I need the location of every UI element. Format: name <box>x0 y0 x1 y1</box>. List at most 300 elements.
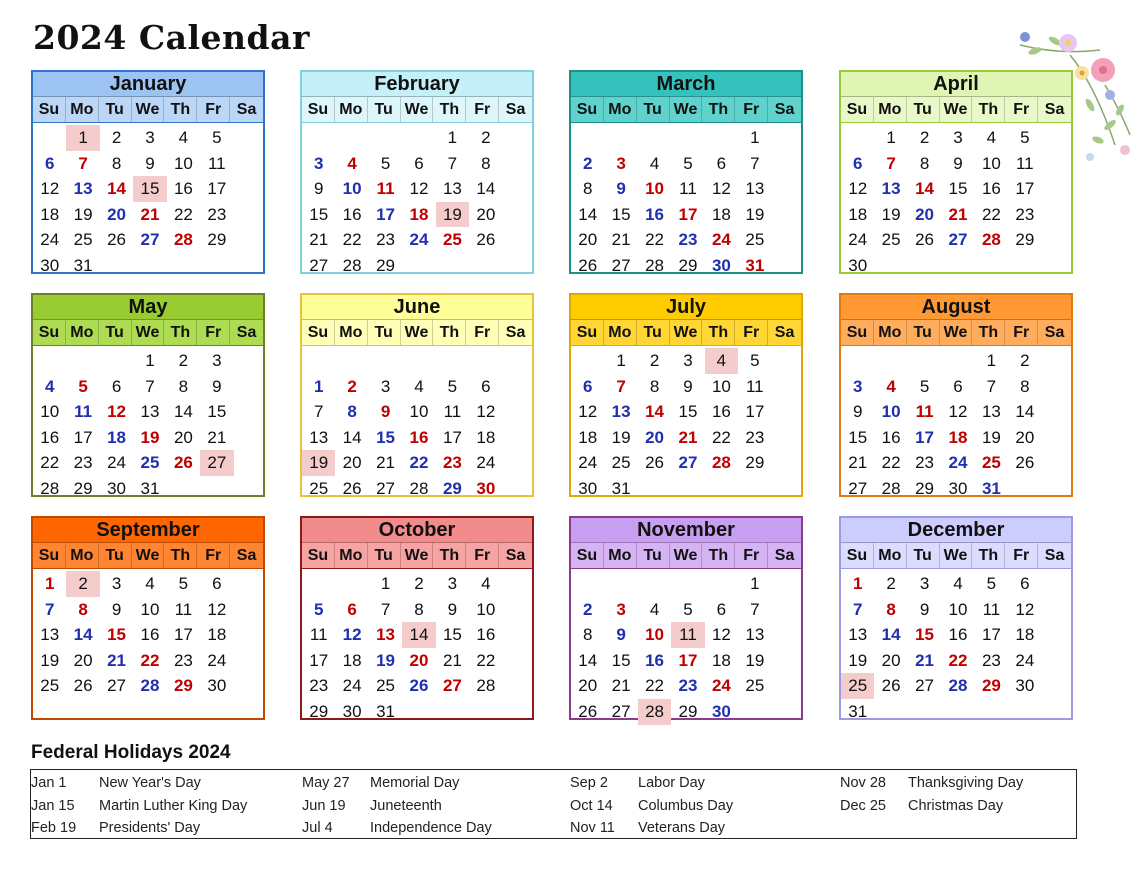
day-cell: 13 <box>745 625 765 645</box>
weekday-label: Th <box>433 97 466 122</box>
day-cell: 1 <box>145 351 155 370</box>
day-cell: 4 <box>481 574 491 593</box>
day-cell: 17 <box>678 650 698 670</box>
day-cell: 22 <box>981 204 1001 224</box>
holiday-date: Jan 1 <box>31 775 67 791</box>
holiday-name: Presidents' Day <box>99 820 201 836</box>
day-cell: 18 <box>578 427 598 447</box>
day-cell: 20 <box>1015 427 1035 447</box>
month-name: September <box>33 518 263 543</box>
day-cell: 13 <box>376 625 396 645</box>
day-cell: 30 <box>1015 676 1035 696</box>
holiday-day-cell: 19 <box>302 450 335 476</box>
day-cell: 5 <box>919 376 930 396</box>
day-cell: 5 <box>750 351 760 370</box>
day-cell: 12 <box>476 402 496 422</box>
day-grid <box>302 569 532 725</box>
day-cell: 14 <box>915 179 935 199</box>
day-cell: 11 <box>309 625 328 645</box>
weekday-label: Fr <box>197 543 230 568</box>
day-grid <box>571 123 801 279</box>
day-cell: 4 <box>44 376 55 396</box>
day-cell: 24 <box>207 650 227 670</box>
day-cell: 18 <box>948 427 968 447</box>
holiday-day-cell: 28 <box>638 699 671 725</box>
day-cell: 11 <box>443 402 462 422</box>
day-cell: 21 <box>107 650 127 670</box>
day-cell: 3 <box>616 153 626 173</box>
empty-cell <box>302 348 335 374</box>
day-cell: 6 <box>1020 574 1030 593</box>
day-cell: 13 <box>611 402 631 422</box>
day-cell: 15 <box>442 625 462 645</box>
day-cell: 2 <box>481 128 491 147</box>
weekday-header <box>302 97 532 123</box>
day-cell: 10 <box>981 153 1001 173</box>
weekday-label: Fr <box>1005 320 1038 345</box>
day-cell: 8 <box>582 625 593 645</box>
day-cell: 21 <box>848 453 868 473</box>
day-cell: 30 <box>848 255 868 275</box>
weekday-label: Fr <box>735 97 768 122</box>
weekday-label: Sa <box>774 324 795 341</box>
day-cell: 29 <box>1015 230 1035 250</box>
day-cell: 9 <box>852 402 863 422</box>
day-cell: 6 <box>716 599 727 619</box>
month-april <box>839 70 1073 274</box>
holiday-date: Oct 14 <box>570 797 613 814</box>
day-cell: 20 <box>915 204 935 224</box>
day-cell: 29 <box>678 255 698 275</box>
day-cell: 15 <box>848 427 868 447</box>
day-cell: 26 <box>409 676 429 696</box>
day-cell: 19 <box>745 204 765 224</box>
day-cell: 3 <box>313 153 324 173</box>
day-cell: 15 <box>376 427 396 447</box>
day-cell: 12 <box>107 402 127 422</box>
day-cell: 4 <box>178 128 189 147</box>
holiday-day-cell: 11 <box>671 622 704 648</box>
day-grid <box>841 346 1071 502</box>
day-cell: 16 <box>948 625 968 645</box>
day-cell: 11 <box>679 179 697 199</box>
day-grid <box>841 123 1071 279</box>
day-cell: 14 <box>881 625 901 645</box>
day-cell: 29 <box>442 478 462 498</box>
empty-cell <box>571 125 604 151</box>
day-cell: 31 <box>981 478 1001 498</box>
day-cell: 30 <box>711 701 731 721</box>
day-cell: 29 <box>678 701 698 721</box>
holiday-row <box>302 795 562 818</box>
day-cell: 6 <box>582 376 593 396</box>
day-cell: 12 <box>409 179 429 199</box>
weekday-label: Sa <box>236 324 257 341</box>
day-cell: 5 <box>78 376 88 396</box>
day-cell: 25 <box>881 230 901 250</box>
weekday-label: Tu <box>99 543 132 568</box>
day-cell: 24 <box>578 453 598 473</box>
day-cell: 6 <box>414 153 424 173</box>
day-cell: 2 <box>414 574 424 593</box>
weekday-label: Th <box>702 97 735 122</box>
day-cell: 22 <box>881 453 901 473</box>
holiday-date: Dec 25 <box>840 797 886 814</box>
holiday-row <box>570 817 830 840</box>
day-cell: 9 <box>919 599 930 619</box>
weekday-label: Th <box>164 97 197 122</box>
day-cell: 28 <box>140 676 160 696</box>
empty-cell <box>638 125 671 151</box>
empty-cell <box>436 348 469 374</box>
holiday-row <box>840 795 1100 818</box>
month-name: May <box>33 295 263 320</box>
weekday-label: We <box>670 543 703 568</box>
empty-cell <box>402 125 435 151</box>
holiday-column <box>570 772 830 840</box>
weekday-label: Su <box>33 97 66 122</box>
day-cell: 8 <box>582 179 593 199</box>
day-cell: 15 <box>678 402 698 422</box>
day-cell: 29 <box>309 701 329 721</box>
day-cell: 8 <box>919 153 930 173</box>
day-cell: 13 <box>881 179 901 199</box>
day-cell: 10 <box>948 599 968 619</box>
day-cell: 25 <box>442 230 462 250</box>
day-cell: 29 <box>915 478 935 498</box>
day-cell: 9 <box>111 599 122 619</box>
calendar-title: 2024 Calendar <box>33 18 310 57</box>
day-cell: 23 <box>678 230 698 250</box>
weekday-header <box>841 97 1071 123</box>
day-cell: 6 <box>44 153 55 173</box>
day-cell: 11 <box>376 179 395 199</box>
day-cell: 27 <box>848 478 868 498</box>
day-cell: 5 <box>683 599 693 619</box>
day-cell: 9 <box>447 599 458 619</box>
day-cell: 18 <box>711 204 731 224</box>
day-cell: 8 <box>178 376 189 396</box>
day-cell: 26 <box>645 453 665 473</box>
day-cell: 8 <box>347 402 357 422</box>
day-cell: 7 <box>447 153 458 173</box>
weekday-label: Sa <box>505 101 526 118</box>
day-cell: 12 <box>1015 599 1035 619</box>
day-cell: 16 <box>173 179 193 199</box>
day-cell: 19 <box>745 650 765 670</box>
holiday-name: Thanksgiving Day <box>908 775 1024 791</box>
weekday-label: Su <box>571 97 604 122</box>
day-cell: 1 <box>447 128 458 147</box>
day-cell: 24 <box>711 676 731 696</box>
day-cell: 30 <box>578 478 598 498</box>
day-cell: 9 <box>616 179 626 199</box>
weekday-label: Mo <box>604 543 637 568</box>
day-cell: 19 <box>611 427 631 447</box>
day-cell: 7 <box>78 153 88 173</box>
holiday-day-cell: 15 <box>133 176 166 202</box>
weekday-label: Fr <box>466 543 499 568</box>
day-cell: 4 <box>986 128 997 147</box>
day-cell: 25 <box>73 230 93 250</box>
day-cell: 5 <box>212 128 222 147</box>
holiday-date: Jul 4 <box>302 820 333 836</box>
holiday-column <box>31 772 291 840</box>
weekday-label: Tu <box>99 97 132 122</box>
weekday-label: Su <box>571 543 604 568</box>
empty-cell <box>705 125 738 151</box>
empty-cell <box>604 571 637 597</box>
day-cell: 26 <box>1015 453 1035 473</box>
day-cell: 18 <box>848 204 868 224</box>
day-cell: 10 <box>409 402 429 422</box>
day-cell: 18 <box>476 427 496 447</box>
empty-cell <box>335 348 368 374</box>
weekday-label: Sa <box>1044 324 1065 341</box>
weekday-label: Sa <box>505 547 526 564</box>
day-cell: 22 <box>140 650 160 670</box>
day-cell: 18 <box>711 650 731 670</box>
holidays-title: Federal Holidays 2024 <box>31 742 231 763</box>
day-cell: 24 <box>107 453 127 473</box>
holiday-day-cell: 19 <box>436 202 469 228</box>
day-cell: 23 <box>73 453 93 473</box>
weekday-header <box>302 543 532 569</box>
weekday-label: Su <box>33 543 66 568</box>
day-cell: 17 <box>376 204 396 224</box>
day-cell: 3 <box>447 574 458 593</box>
weekday-header <box>571 543 801 569</box>
day-cell: 12 <box>711 625 731 645</box>
day-cell: 10 <box>476 599 496 619</box>
day-cell: 28 <box>409 478 429 498</box>
day-cell: 2 <box>178 351 189 370</box>
empty-cell <box>335 125 368 151</box>
holiday-row <box>31 772 291 795</box>
day-cell: 15 <box>948 179 968 199</box>
day-cell: 27 <box>309 255 329 275</box>
day-cell: 2 <box>1020 351 1030 370</box>
day-cell: 15 <box>915 625 935 645</box>
day-cell: 1 <box>313 376 324 396</box>
day-cell: 30 <box>711 255 731 275</box>
day-cell: 19 <box>73 204 93 224</box>
day-cell: 12 <box>207 599 227 619</box>
holiday-name: Memorial Day <box>370 775 460 791</box>
empty-cell <box>469 348 502 374</box>
day-cell: 14 <box>476 179 496 199</box>
holiday-name: Independence Day <box>370 820 492 836</box>
weekday-label: Tu <box>637 320 670 345</box>
day-cell: 21 <box>309 230 329 250</box>
weekday-label: Sa <box>774 101 795 118</box>
day-cell: 17 <box>981 625 1001 645</box>
day-cell: 16 <box>476 625 496 645</box>
holiday-date: Sep 2 <box>570 775 608 791</box>
day-cell: 20 <box>409 650 429 670</box>
month-name: November <box>571 518 801 543</box>
day-cell: 21 <box>915 650 935 670</box>
day-cell: 19 <box>981 427 1001 447</box>
day-cell: 19 <box>376 650 396 670</box>
day-cell: 9 <box>953 153 963 173</box>
weekday-label: Su <box>302 320 335 345</box>
holiday-row <box>302 772 562 795</box>
day-cell: 2 <box>582 153 593 173</box>
weekday-header <box>33 543 263 569</box>
weekday-label: Fr <box>735 320 768 345</box>
month-august <box>839 293 1073 497</box>
weekday-label: Sa <box>1044 101 1065 118</box>
day-cell: 4 <box>953 574 963 593</box>
weekday-label: We <box>132 97 165 122</box>
empty-cell <box>941 348 974 374</box>
day-cell: 21 <box>376 453 396 473</box>
day-cell: 16 <box>645 204 665 224</box>
day-cell: 5 <box>1020 128 1030 147</box>
month-february <box>300 70 534 274</box>
month-june <box>300 293 534 497</box>
holiday-date: Nov 28 <box>840 775 886 791</box>
day-cell: 28 <box>40 478 60 498</box>
day-cell: 13 <box>442 179 462 199</box>
month-name: August <box>841 295 1071 320</box>
day-cell: 18 <box>342 650 362 670</box>
day-cell: 27 <box>376 478 396 498</box>
day-cell: 3 <box>145 128 155 147</box>
day-cell: 24 <box>1015 650 1035 670</box>
day-cell: 30 <box>948 478 968 498</box>
empty-cell <box>874 348 907 374</box>
empty-cell <box>571 348 604 374</box>
weekday-label: Fr <box>466 320 499 345</box>
weekday-label: We <box>401 543 434 568</box>
day-cell: 3 <box>953 128 963 147</box>
day-cell: 2 <box>886 574 896 593</box>
day-cell: 17 <box>309 650 329 670</box>
weekday-label: Sa <box>505 324 526 341</box>
month-may <box>31 293 265 497</box>
day-cell: 22 <box>711 427 731 447</box>
day-cell: 10 <box>881 402 901 422</box>
day-cell: 30 <box>40 255 60 275</box>
day-cell: 1 <box>380 574 391 593</box>
day-cell: 11 <box>74 402 93 422</box>
weekday-label: Th <box>702 543 735 568</box>
day-cell: 20 <box>578 230 598 250</box>
day-cell: 7 <box>750 599 760 619</box>
day-cell: 2 <box>347 376 357 396</box>
day-cell: 8 <box>78 599 88 619</box>
day-cell: 22 <box>173 204 193 224</box>
day-cell: 14 <box>645 402 665 422</box>
empty-cell <box>908 348 941 374</box>
day-cell: 31 <box>848 701 868 721</box>
holiday-date: Feb 19 <box>31 820 77 836</box>
holiday-day-cell: 1 <box>66 125 99 151</box>
day-cell: 3 <box>111 574 122 593</box>
day-grid <box>571 569 801 725</box>
day-cell: 18 <box>207 625 227 645</box>
day-cell: 29 <box>73 478 93 498</box>
day-cell: 18 <box>40 204 60 224</box>
empty-cell <box>335 571 368 597</box>
day-cell: 3 <box>919 574 930 593</box>
weekday-header <box>33 97 263 123</box>
day-cell: 6 <box>481 376 491 396</box>
holiday-day-cell: 14 <box>402 622 435 648</box>
day-cell: 28 <box>981 230 1001 250</box>
day-cell: 7 <box>145 376 155 396</box>
day-cell: 25 <box>376 676 396 696</box>
day-cell: 7 <box>986 376 997 396</box>
weekday-label: Mo <box>66 320 99 345</box>
empty-cell <box>33 348 66 374</box>
empty-cell <box>841 125 874 151</box>
day-cell: 4 <box>145 574 155 593</box>
day-cell: 1 <box>886 128 896 147</box>
day-cell: 10 <box>711 376 731 396</box>
day-cell: 13 <box>73 179 93 199</box>
day-cell: 22 <box>645 230 665 250</box>
day-cell: 28 <box>948 676 968 696</box>
holiday-name: Veterans Day <box>638 820 726 836</box>
day-cell: 3 <box>212 351 222 370</box>
day-cell: 26 <box>173 453 193 473</box>
day-cell: 13 <box>848 625 868 645</box>
month-november <box>569 516 803 720</box>
weekday-label: We <box>940 320 973 345</box>
day-cell: 12 <box>848 179 868 199</box>
day-cell: 3 <box>683 351 693 370</box>
weekday-label: Mo <box>604 97 637 122</box>
weekday-label: Fr <box>1005 97 1038 122</box>
day-cell: 15 <box>309 204 329 224</box>
day-cell: 6 <box>953 376 963 396</box>
month-september <box>31 516 265 720</box>
day-cell: 3 <box>616 599 626 619</box>
day-cell: 7 <box>886 153 896 173</box>
day-cell: 5 <box>380 153 391 173</box>
day-cell: 4 <box>649 599 660 619</box>
weekday-label: Mo <box>335 97 368 122</box>
holiday-day-cell: 2 <box>66 571 99 597</box>
weekday-label: Su <box>841 543 874 568</box>
day-cell: 14 <box>107 179 127 199</box>
weekday-label: Th <box>433 543 466 568</box>
holiday-date: Nov 11 <box>570 820 615 836</box>
day-cell: 10 <box>342 179 362 199</box>
day-cell: 1 <box>750 128 760 147</box>
day-cell: 17 <box>678 204 698 224</box>
day-cell: 31 <box>376 701 396 721</box>
weekday-label: Mo <box>66 543 99 568</box>
holiday-row <box>570 772 830 795</box>
day-cell: 3 <box>380 376 391 396</box>
weekday-label: Th <box>972 320 1005 345</box>
day-cell: 7 <box>313 402 324 422</box>
day-cell: 2 <box>111 128 122 147</box>
empty-cell <box>571 571 604 597</box>
empty-cell <box>841 348 874 374</box>
day-cell: 13 <box>745 179 765 199</box>
day-cell: 1 <box>750 574 760 593</box>
day-cell: 26 <box>73 676 93 696</box>
day-cell: 20 <box>476 204 496 224</box>
day-cell: 24 <box>342 676 362 696</box>
day-cell: 12 <box>948 402 968 422</box>
day-cell: 27 <box>611 701 631 721</box>
